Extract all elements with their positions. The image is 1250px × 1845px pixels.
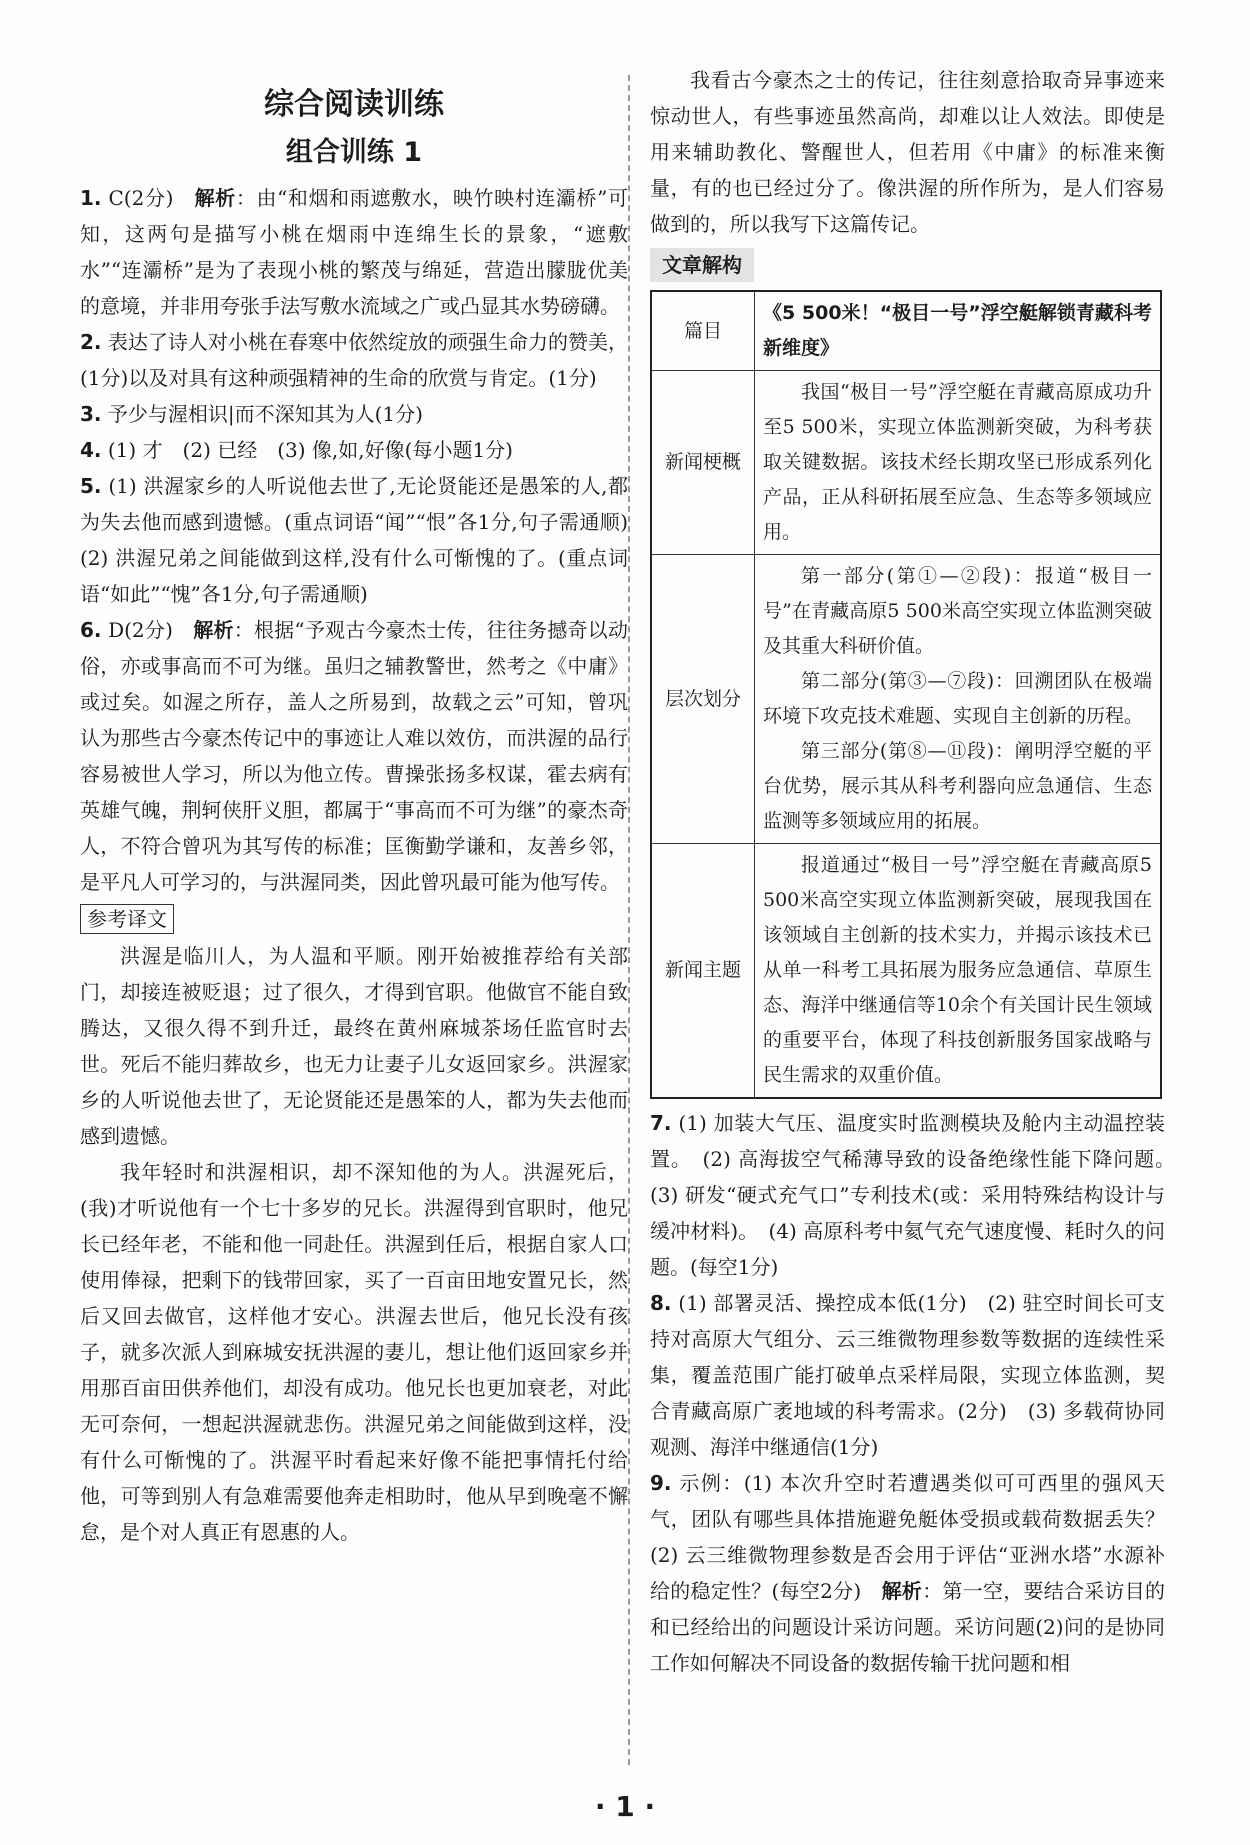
row-header: 篇目 [651, 291, 755, 371]
table-row [651, 371, 1161, 555]
row-content: 《5 500米！“极目一号”浮空艇解锁青藏科考新维度》 [755, 291, 1162, 371]
translation-paragraph: 洪渥是临川人，为人温和平顺。刚开始被推荐给有关部门，却接连被贬退；过了很久，才得到官职。他做官不能自致腾达，又很久得不到升迁，最终在黄州麻城茶场任监官时去世。死后不能归葬故乡，也无力让妻子儿女返回家乡。洪渥家乡的人听说他去世了，无论贤能还是愚笨的人，都为失去他而感到遗憾。 [80, 944, 628, 1148]
answer-7: 7. (1) 加装大气压、温度实时监测模块及舱内主动温控装置。 (2) 高海拔空气稀薄导致的设备绝缘性能下降问题。 (3) 研发“硬式充气口”专利技术(或：采用特殊结构设计与缓冲材料)。 (4) 高原科考中氦气充气速度慢、耗时久的问题。(每空1分) [650, 1111, 1185, 1279]
column-divider [628, 75, 630, 1765]
answer-9: 9. 示例：(1) 本次升空时若遭遇类似可可西里的强风天气，团队有哪些具体措施避免艇体受损或载荷数据丢失？(2) 云三维微物理参数是否会用于评估“亚洲水塔”水源补给的稳定性？(每空2分) 解析：第一空，要结合采访目的和已经给出的问题设计采访问题。采访问题(2)问的是协同工作如何解决不同设备的数据传输干扰问题和相 [650, 1471, 1166, 1675]
left-column [80, 62, 648, 1550]
row-content: 报道通过“极目一号”浮空艇在青藏高原5 500米高空实现立体监测新突破，展现我国在该领域自主创新的技术实力，并揭示该技术已从单一科考工具拓展为服务应急通信、草原生态、海洋中继通信等10余个有关国计民生领域的重要平台，体现了科技创新服务国家战略与民生需求的双重价值。 [755, 844, 1162, 1099]
page-number: · 1 · [594, 1790, 656, 1823]
answer-3: 3. 予少与渥相识|而不深知其为人(1分) [80, 402, 423, 426]
translation-paragraph: 我年轻时和洪渥相识，却不深知他的为人。洪渥死后，(我)才听说他有一个七十多岁的兄长。洪渥得到官职时，他兄长已经年老，不能和他一同赴任。洪渥到任后，根据自家人口使用俸禄，把剩下的钱带回家，买了一百亩田地安置兄长，然后又回去做官，这样他才安心。洪渥去世后，他兄长没有孩子，就多次派人到麻城安抚洪渥的妻儿，想让他们返回家乡并用那百亩田供养他们，却没有成功。他兄长也更加衰老，对此无可奈何，一想起洪渥就悲伤。洪渥兄弟之间能做到这样，没有什么可惭愧的了。洪渥平时看起来好像不能把事情托付给他，可等到别人有急难需要他奔走相助时，他从早到晚毫不懈怠，是个对人真正有恩惠的人。 [80, 1160, 628, 1544]
answer-8: 8. (1) 部署灵活、操控成本低(1分) (2) 驻空时间长可支持对高原大气组分、云三维微物理参数等数据的连续性采集，覆盖范围广能打破单点采样局限，实现立体监测，契合青藏高原广袤地域的科考需求。(2分) (3) 多载荷协同观测、海洋中继通信(1分) [650, 1291, 1165, 1459]
table-row [651, 291, 1161, 371]
answer-1: 1. C(2分) 解析：由“和烟和雨遮敷水，映竹映村连灞桥”可知，这两句是描写小桃在烟雨中连绵生长的景象，“遮敷水”“连灞桥”是为了表现小桃的繁茂与绵延，营造出朦胧优美的意境，并非用夸张手法写敷水流域之广或凸显其水势磅礴。 [80, 186, 629, 318]
answer-4: 4. (1) 才 (2) 已经 (3) 像,如,好像(每小题1分) [80, 438, 513, 462]
page-title: 综合阅读训练 [264, 87, 444, 122]
page-subtitle: 组合训练 1 [285, 137, 423, 168]
table-row [651, 555, 1161, 844]
answer-2: 2. 表达了诗人对小桃在春寒中依然绽放的顽强生命力的赞美，(1分)以及对具有这种顽强精神的生命的欣赏与肯定。(1分) [80, 330, 629, 390]
right-column [650, 62, 1185, 1681]
table-row [651, 844, 1161, 1099]
structure-table [650, 290, 1162, 1099]
row-header: 层次划分 [651, 555, 755, 844]
answer-5: 5. (1) 洪渥家乡的人听说他去世了,无论贤能还是愚笨的人,都为失去他而感到遗憾。(重点词语“闻”“恨”各1分,句子需通顺) (2) 洪渥兄弟之间能做到这样,没有什么可惭愧的了。(重点词语“如此”“愧”各1分,句子需通顺) [80, 474, 648, 606]
reference-translation-tag: 参考译文 [80, 904, 174, 934]
row-content: 第一部分(第①—②段)：报道“极目一号”在青藏高原5 500米高空实现立体监测突破及其重大科研价值。 第二部分(第③—⑦段)：回溯团队在极端环境下攻克技术难题、实现自主创新的历程。 第三部分(第⑧—⑪段)：阐明浮空艇的平台优势，展示其从科考利器向应急通信、生态监测等多领域应用的拓展。 [755, 555, 1162, 844]
row-header: 新闻梗概 [651, 371, 755, 555]
section-label: 文章解构 [650, 248, 754, 282]
translation-paragraph: 我看古今豪杰之士的传记，往往刻意拾取奇异事迹来惊动世人，有些事迹虽然高尚，却难以让人效法。即使是用来辅助教化、警醒世人，但若用《中庸》的标准来衡量，有的也已经过分了。像洪渥的所作所为，是人们容易做到的，所以我写下这篇传记。 [650, 68, 1165, 236]
answer-6: 6. D(2分) 解析：根据“予观古今豪杰士传，往往务撼奇以动俗，亦或事高而不可为继。虽归之辅教警世，然考之《中庸》或过矣。如渥之所存，盖人之所易到，故载之云”可知，曾巩认为那些古今豪杰传记中的事迹让人难以效仿，而洪渥的品行容易被世人学习，所以为他立传。曹操张扬多权谋，霍去病有英雄气魄，荆轲侠肝义胆，都属于“事高而不可为继”的豪杰奇人，不符合曾巩为其写传的标准；匡衡勤学谦和，友善乡邻，是平凡人可学习的，与洪渥同类，因此曾巩最可能为他写传。 [80, 618, 629, 894]
row-header: 新闻主题 [651, 844, 755, 1099]
row-content: 我国“极目一号”浮空艇在青藏高原成功升至5 500米，实现立体监测新突破，为科考获取关键数据。该技术经长期攻坚已形成系列化产品，正从科研拓展至应急、生态等多领域应用。 [755, 371, 1162, 555]
